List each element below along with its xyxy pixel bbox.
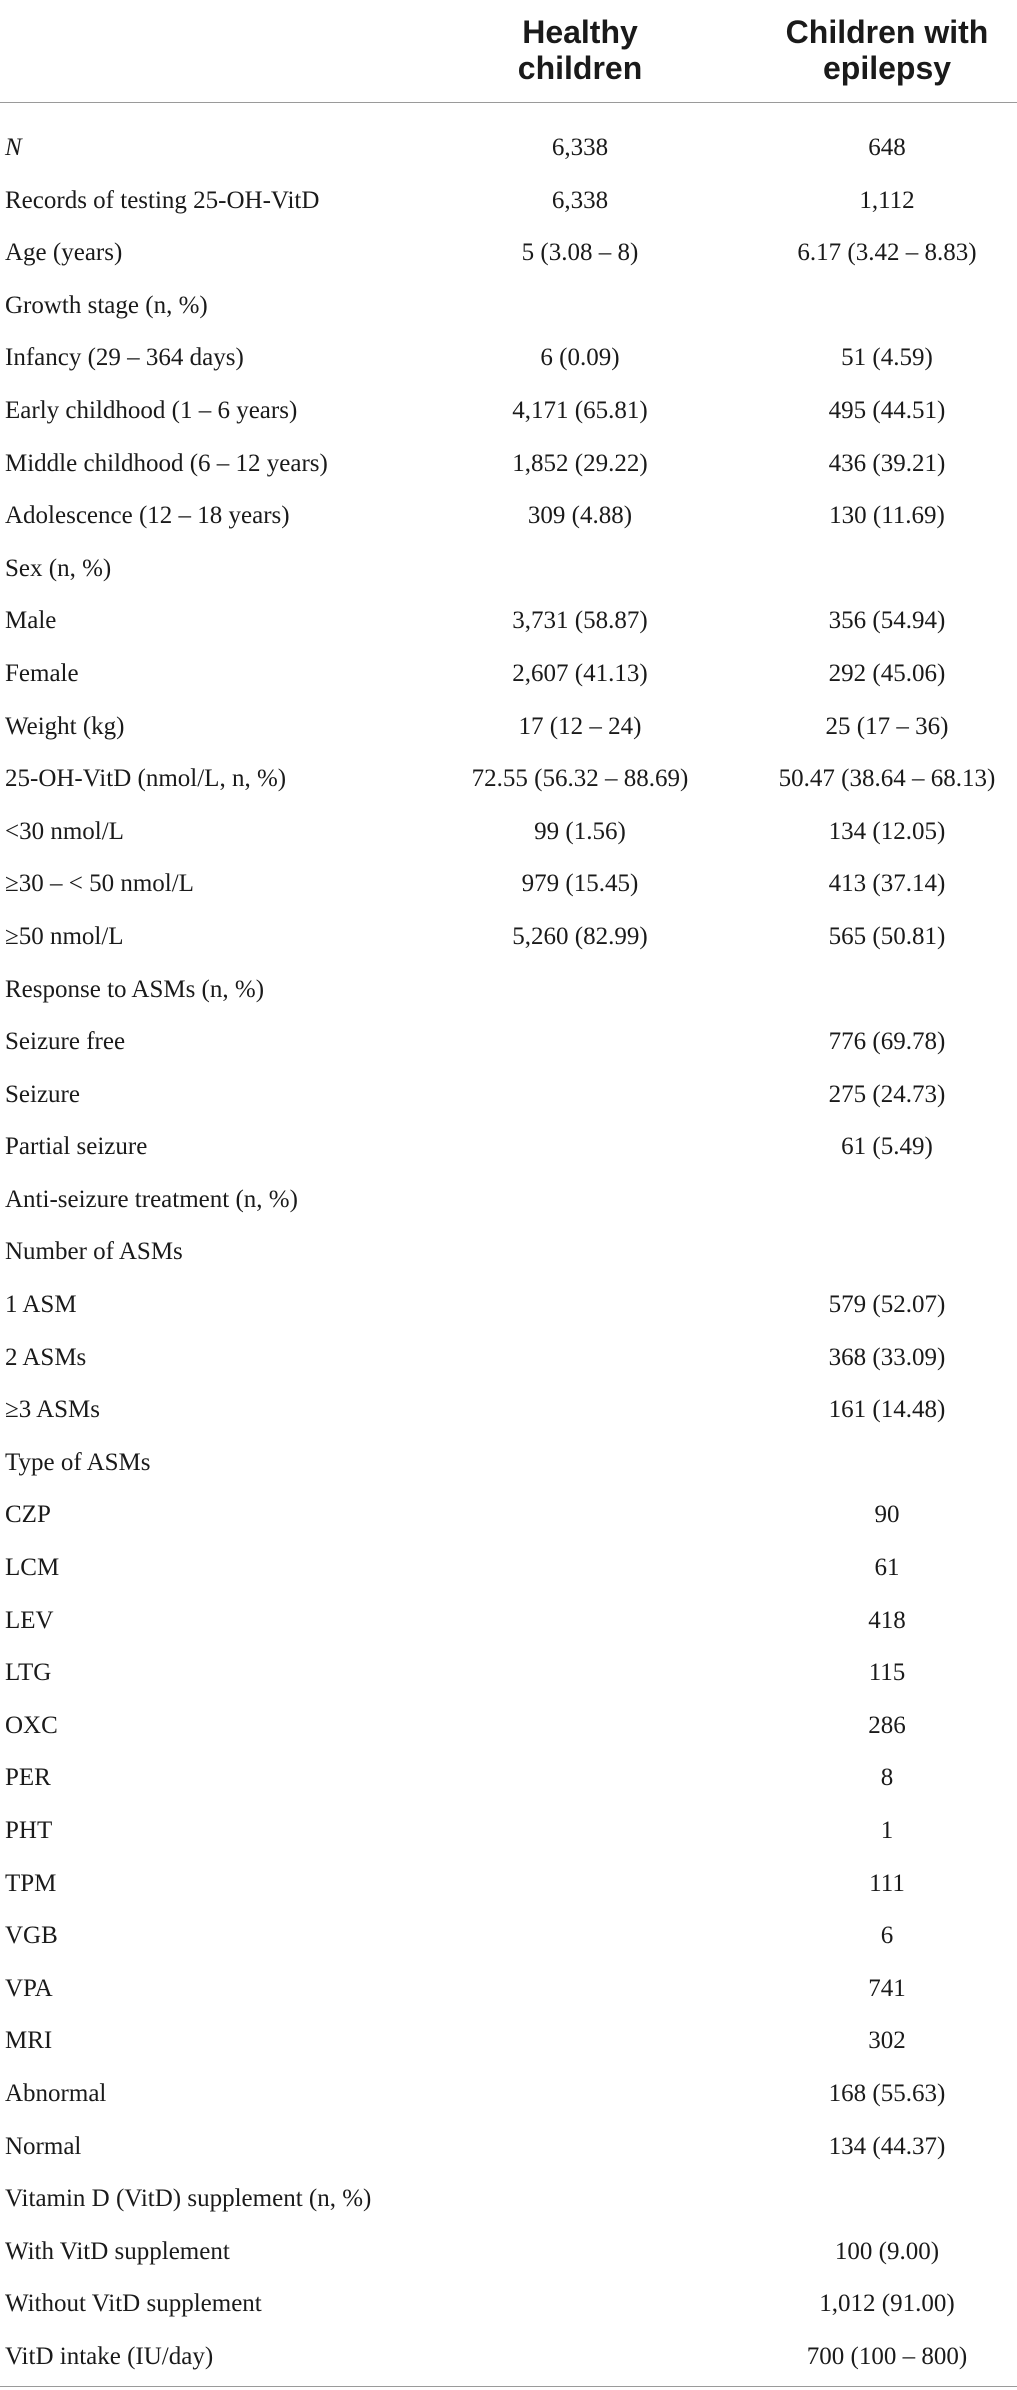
- row-label: Anti-seizure treatment (n, %): [5, 1185, 298, 1213]
- cell-epilepsy: 134 (12.05): [828, 817, 946, 845]
- row-label: Adolescence (12 – 18 years): [5, 502, 290, 530]
- row-label: Without VitD supplement: [5, 2290, 262, 2318]
- table-row: [0, 543, 1017, 596]
- cell-healthy: 6,338: [551, 134, 609, 161]
- cell-epilepsy: 130 (11.69): [829, 502, 945, 530]
- table-row: [0, 1069, 1017, 1122]
- table-row: [0, 595, 1017, 648]
- row-label: OXC: [5, 1711, 58, 1739]
- table-row: [0, 2226, 1017, 2279]
- table-row: [0, 2015, 1017, 2068]
- table-row: [0, 1121, 1017, 1174]
- row-label: LEV: [5, 1606, 54, 1634]
- row-label: Normal: [5, 2132, 82, 2160]
- cell-healthy: [455, 1437, 705, 1490]
- cell-epilepsy: [757, 280, 1017, 333]
- row-label: <30 nmol/L: [5, 817, 124, 845]
- cell-epilepsy: 302: [868, 2027, 906, 2055]
- cell-epilepsy: [757, 1174, 1017, 1227]
- row-label: Response to ASMs (n, %): [5, 975, 265, 1003]
- cell-healthy: [455, 1174, 705, 1227]
- cell-healthy: 3,731 (58.87): [512, 607, 648, 635]
- table-row: [0, 2278, 1017, 2331]
- table-row: [0, 2121, 1017, 2174]
- row-label: Type of ASMs: [5, 1448, 151, 1476]
- cell-healthy: 979 (15.45): [521, 870, 639, 898]
- cell-epilepsy: 776 (69.78): [828, 1028, 946, 1056]
- table-row: [0, 753, 1017, 806]
- table-row: [0, 1963, 1017, 2016]
- table-row: [0, 1437, 1017, 1490]
- cell-epilepsy: 134 (44.37): [828, 2132, 946, 2160]
- cell-healthy: [455, 1069, 705, 1122]
- table-row: [0, 2331, 1017, 2384]
- cell-healthy: 4,171 (65.81): [512, 396, 648, 424]
- cell-epilepsy: 286: [868, 1711, 906, 1739]
- cell-epilepsy: 275 (24.73): [828, 1080, 946, 1108]
- cell-epilepsy: 6: [880, 1922, 894, 1950]
- cell-epilepsy: 6.17 (3.42 – 8.83): [797, 239, 977, 267]
- row-label: Female: [5, 659, 79, 687]
- table-row: [0, 1752, 1017, 1805]
- table-row: [0, 701, 1017, 754]
- cell-epilepsy: 161 (14.48): [828, 1396, 946, 1424]
- cell-healthy: [455, 1858, 705, 1911]
- header-children-with-epilepsy: Children with epilepsy: [785, 14, 989, 86]
- row-label: VPA: [5, 1974, 53, 2002]
- table-row: [0, 438, 1017, 491]
- cell-epilepsy: 168 (55.63): [828, 2079, 946, 2107]
- cell-epilepsy: 356 (54.94): [828, 607, 946, 635]
- cell-epilepsy: 1,112: [859, 186, 915, 214]
- table-row: [0, 227, 1017, 280]
- cell-healthy: [455, 543, 705, 596]
- cell-epilepsy: 418: [868, 1606, 906, 1634]
- cell-epilepsy: 413 (37.14): [828, 870, 946, 898]
- row-label: Abnormal: [5, 2079, 107, 2107]
- cell-healthy: [455, 2226, 705, 2279]
- cell-healthy: [455, 2015, 705, 2068]
- cell-healthy: 309 (4.88): [527, 502, 633, 530]
- table-body: [0, 122, 1017, 2384]
- table-row: [0, 1542, 1017, 1595]
- table-row: [0, 1226, 1017, 1279]
- table-row: [0, 1805, 1017, 1858]
- cell-epilepsy: [757, 543, 1017, 596]
- cell-healthy: 1,852 (29.22): [512, 449, 648, 477]
- cell-epilepsy: 115: [868, 1659, 906, 1687]
- row-label: VitD intake (IU/day): [5, 2342, 214, 2370]
- cell-epilepsy: 61: [874, 1554, 900, 1582]
- cell-healthy: [455, 1595, 705, 1648]
- table-row: [0, 1384, 1017, 1437]
- cell-healthy: [455, 1489, 705, 1542]
- table-header: [0, 0, 1017, 103]
- cell-healthy: [455, 1963, 705, 2016]
- table-row: [0, 648, 1017, 701]
- row-label: ≥3 ASMs: [5, 1396, 101, 1424]
- cell-epilepsy: 25 (17 – 36): [825, 712, 949, 740]
- cell-healthy: 17 (12 – 24): [518, 712, 642, 740]
- cell-epilepsy: 292 (45.06): [828, 659, 946, 687]
- row-label: Infancy (29 – 364 days): [5, 344, 244, 372]
- row-label: Middle childhood (6 – 12 years): [5, 449, 328, 477]
- row-label: Sex (n, %): [5, 554, 112, 582]
- cell-healthy: [455, 1805, 705, 1858]
- cell-healthy: [455, 1226, 705, 1279]
- table-row: [0, 1279, 1017, 1332]
- cell-healthy: [455, 1752, 705, 1805]
- table-row: [0, 911, 1017, 964]
- cell-epilepsy: 51 (4.59): [841, 344, 933, 372]
- row-label: Vitamin D (VitD) supplement (n, %): [5, 2185, 372, 2213]
- cell-epilepsy: 579 (52.07): [828, 1291, 946, 1319]
- row-label: Records of testing 25-OH-VitD: [5, 186, 320, 214]
- row-label: LTG: [5, 1659, 52, 1687]
- table-row: [0, 806, 1017, 859]
- table-row: [0, 385, 1017, 438]
- cell-epilepsy: 8: [880, 1764, 894, 1792]
- cell-epilepsy: 741: [868, 1974, 906, 2002]
- row-label: Growth stage (n, %): [5, 291, 208, 319]
- cell-healthy: [455, 2331, 705, 2384]
- cell-epilepsy: 61 (5.49): [841, 1133, 933, 1161]
- cell-healthy: [455, 1016, 705, 1069]
- row-label: Male: [5, 607, 57, 635]
- cell-healthy: [455, 2121, 705, 2174]
- cell-healthy: 72.55 (56.32 – 88.69): [471, 765, 689, 793]
- cell-healthy: 6,338: [551, 186, 609, 214]
- row-label: VGB: [5, 1922, 58, 1950]
- table-row: [0, 1016, 1017, 1069]
- table-row: [0, 964, 1017, 1017]
- header-healthy-children: Healthy children: [517, 14, 643, 86]
- table-row: [0, 1700, 1017, 1753]
- cell-epilepsy: 1: [880, 1817, 894, 1844]
- cell-healthy: [455, 964, 705, 1017]
- cell-healthy: 5 (3.08 – 8): [521, 239, 639, 267]
- cell-healthy: [455, 1700, 705, 1753]
- cell-epilepsy: [757, 964, 1017, 1017]
- table-row: [0, 2068, 1017, 2121]
- cell-epilepsy: 90: [874, 1501, 900, 1529]
- cell-epilepsy: [757, 2173, 1017, 2226]
- row-label: LCM: [5, 1554, 60, 1582]
- cell-epilepsy: 700 (100 – 800): [806, 2342, 968, 2370]
- cell-epilepsy: 111: [869, 1869, 905, 1897]
- cell-healthy: [455, 1542, 705, 1595]
- table-row: [0, 1647, 1017, 1700]
- row-label: MRI: [5, 2027, 53, 2055]
- cell-healthy: [455, 280, 705, 333]
- table-row: [0, 1174, 1017, 1227]
- row-label: Seizure free: [5, 1028, 126, 1056]
- table-row: [0, 2173, 1017, 2226]
- row-label: Partial seizure: [5, 1133, 148, 1161]
- cell-epilepsy: [757, 1437, 1017, 1490]
- row-label: ≥50 nmol/L: [5, 922, 124, 950]
- table-row: [0, 332, 1017, 385]
- cell-healthy: [455, 1332, 705, 1385]
- cell-epilepsy: 368 (33.09): [828, 1343, 946, 1371]
- cell-healthy: 2,607 (41.13): [512, 659, 648, 687]
- row-label: Age (years): [5, 239, 123, 267]
- row-label: 1 ASM: [5, 1291, 77, 1319]
- cell-epilepsy: 436 (39.21): [828, 449, 946, 477]
- table-row: [0, 1910, 1017, 1963]
- cell-healthy: 6 (0.09): [540, 344, 620, 372]
- bottom-rule: [0, 2386, 1017, 2387]
- cell-healthy: 99 (1.56): [534, 817, 626, 845]
- row-label: N: [5, 134, 22, 161]
- cell-epilepsy: 648: [868, 134, 906, 161]
- table-row: [0, 858, 1017, 911]
- table-row: [0, 490, 1017, 543]
- table-row: [0, 1595, 1017, 1648]
- row-label: Number of ASMs: [5, 1238, 183, 1266]
- table-row: [0, 1858, 1017, 1911]
- row-label: Weight (kg): [5, 712, 125, 740]
- table-row: [0, 280, 1017, 333]
- row-label: PHT: [5, 1817, 53, 1844]
- cell-healthy: [455, 1910, 705, 1963]
- cell-healthy: [455, 2173, 705, 2226]
- row-label: PER: [5, 1764, 51, 1792]
- cell-epilepsy: 495 (44.51): [828, 396, 946, 424]
- cell-epilepsy: 100 (9.00): [834, 2237, 940, 2265]
- cell-healthy: [455, 1279, 705, 1332]
- cell-healthy: [455, 2278, 705, 2331]
- row-label: Early childhood (1 – 6 years): [5, 396, 298, 424]
- row-label: 2 ASMs: [5, 1343, 87, 1371]
- table-row: [0, 122, 1017, 175]
- cell-healthy: 5,260 (82.99): [512, 922, 648, 950]
- cell-healthy: [455, 1384, 705, 1437]
- cell-epilepsy: 50.47 (38.64 – 68.13): [778, 765, 996, 793]
- row-label: 25-OH-VitD (nmol/L, n, %): [5, 765, 287, 793]
- cell-healthy: [455, 2068, 705, 2121]
- table-row: [0, 1489, 1017, 1542]
- row-label: CZP: [5, 1501, 51, 1529]
- row-label: With VitD supplement: [5, 2237, 230, 2265]
- cell-epilepsy: 1,012 (91.00): [819, 2290, 955, 2318]
- row-label: ≥30 – < 50 nmol/L: [5, 870, 194, 898]
- row-label: Seizure: [5, 1080, 80, 1108]
- cell-healthy: [455, 1121, 705, 1174]
- cell-healthy: [455, 1647, 705, 1700]
- row-label: TPM: [5, 1869, 57, 1897]
- table-row: [0, 1332, 1017, 1385]
- table-row: [0, 175, 1017, 228]
- cell-epilepsy: [757, 1226, 1017, 1279]
- cell-epilepsy: 565 (50.81): [828, 922, 946, 950]
